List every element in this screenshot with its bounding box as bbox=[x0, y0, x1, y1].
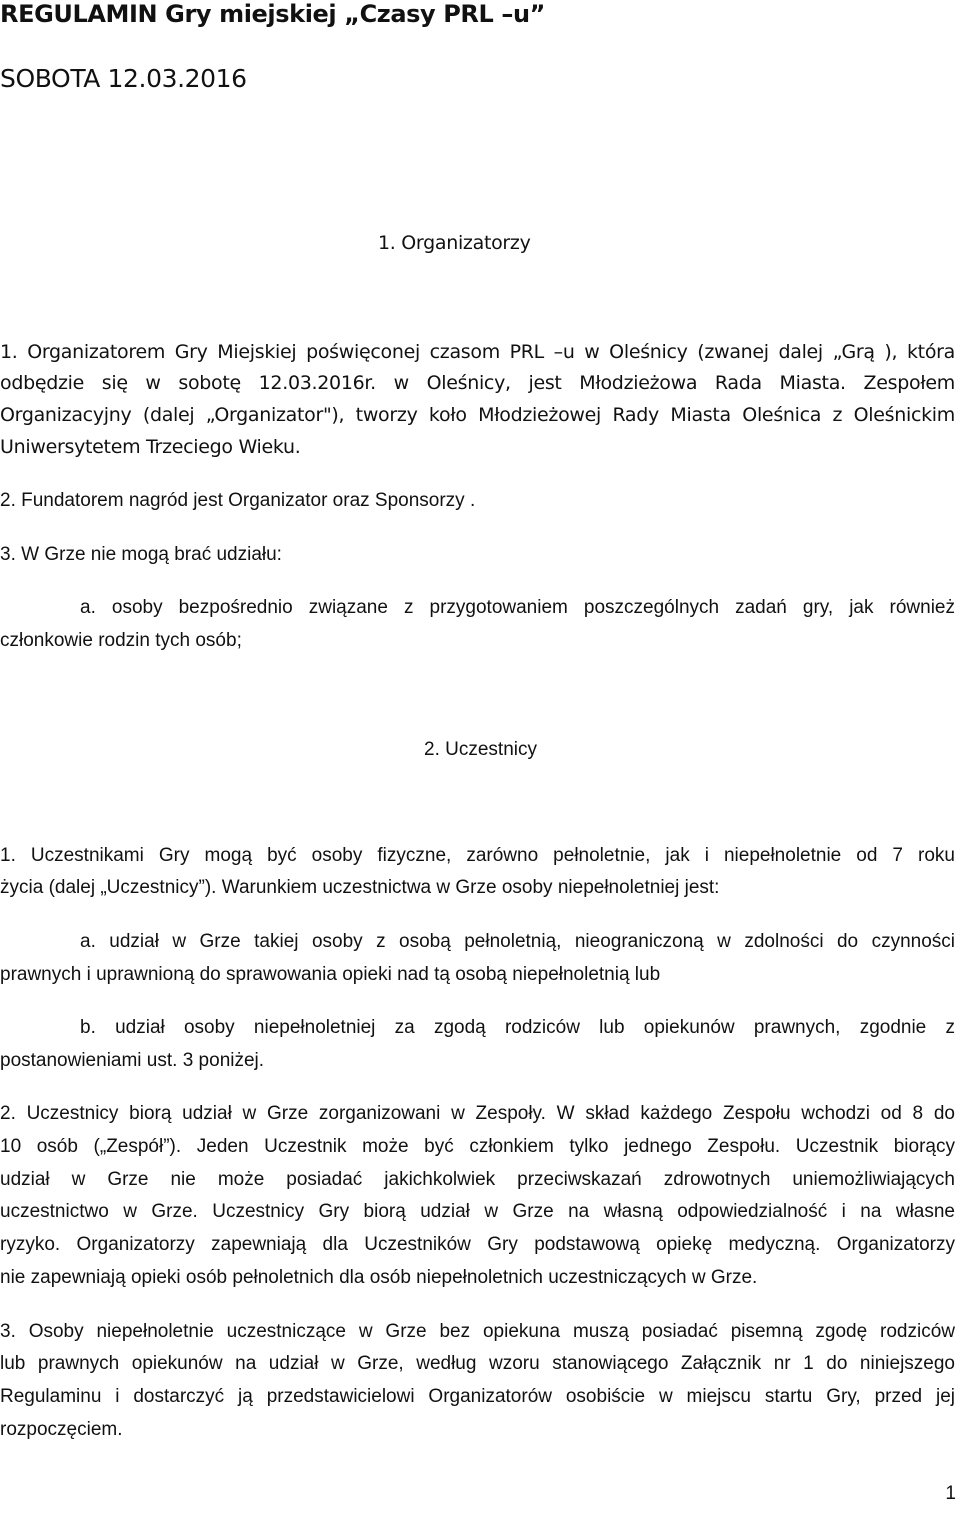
paragraph-line: nie zapewniają opieki osób pełnoletnich dla osób niepełnoletnich uczestniczących w Grze. bbox=[0, 1267, 758, 1288]
paragraph-line: ryzyko. Organizatorzy zapewniają dla Uczestników Gry podstawową opiekę medyczną. Organizatorzy bbox=[0, 1234, 955, 1255]
paragraph-line: rozpoczęciem. bbox=[0, 1419, 123, 1440]
paragraph-line: 3. W Grze nie mogą brać udziału: bbox=[0, 544, 282, 565]
paragraph-line: odbędzie się w sobotę 12.03.2016r. w Oleśnicy, jest Młodzieżowa Rada Miasta. Zespołem bbox=[0, 372, 955, 394]
paragraph-line: lub prawnych opiekunów na udział w Grze, według wzoru stanowiącego Załącznik nr 1 do niniejszego bbox=[0, 1353, 955, 1374]
paragraph-line: 1. Uczestnikami Gry mogą być osoby fizyczne, zarówno pełnoletnie, jak i niepełnoletnie od 7 roku bbox=[0, 845, 955, 866]
paragraph-line: 1. Organizatorem Gry Miejskiej poświęconej czasom PRL –u w Oleśnicy (zwanej dalej „Grą ), która bbox=[0, 341, 955, 363]
document-title: REGULAMIN Gry miejskiej „Czasy PRL –u” bbox=[0, 0, 546, 28]
list-item-line: prawnych i uprawnioną do sprawowania opieki nad tą osobą niepełnoletnią lub bbox=[0, 964, 661, 985]
list-item-line: członkowie rodzin tych osób; bbox=[0, 630, 242, 651]
paragraph-line: Regulaminu i dostarczyć ją przedstawicielowi Organizatorów osobiście w miejscu startu Gry, przed jej bbox=[0, 1386, 955, 1407]
list-item-line: a. udział w Grze takiej osoby z osobą pełnoletnią, nieograniczoną w zdolności do czynności bbox=[80, 931, 955, 952]
list-item-line: postanowieniami ust. 3 poniżej. bbox=[0, 1050, 265, 1071]
paragraph-line: 2. Uczestnicy biorą udział w Grze zorganizowani w Zespoły. W skład każdego Zespołu wchodzi od 8 do bbox=[0, 1103, 955, 1124]
paragraph-line: 10 osób („Zespół”). Jeden Uczestnik może być członkiem tylko jednego Zespołu. Uczestnik biorący bbox=[0, 1136, 955, 1157]
event-date: SOBOTA 12.03.2016 bbox=[0, 64, 247, 93]
list-item-line: b. udział osoby niepełnoletniej za zgodą rodziców lub opiekunów prawnych, zgodnie z bbox=[80, 1017, 955, 1038]
paragraph-line: Organizacyjny (dalej „Organizator"), tworzy koło Młodzieżowej Rady Miasta Oleśnica z Oleśnickim bbox=[0, 404, 955, 426]
section-heading-organizers: 1. Organizatorzy bbox=[378, 232, 531, 254]
paragraph-line: życia (dalej „Uczestnicy”). Warunkiem uczestnictwa w Grze osoby niepełnoletniej jest: bbox=[0, 877, 720, 898]
list-item-line: a. osoby bezpośrednio związane z przygotowaniem poszczególnych zadań gry, jak również bbox=[80, 597, 955, 618]
paragraph-line: 2. Fundatorem nagród jest Organizator oraz Sponsorzy . bbox=[0, 490, 476, 511]
paragraph-line: uczestnictwo w Grze. Uczestnicy Gry biorą udział w Grze na własną odpowiedzialność i na własne bbox=[0, 1201, 955, 1222]
page-number: 1 bbox=[945, 1483, 956, 1504]
paragraph-line: udział w Grze nie może posiadać jakichkolwiek przeciwskazań zdrowotnych uniemożliwiających bbox=[0, 1169, 955, 1190]
paragraph-line: 3. Osoby niepełnoletnie uczestniczące w Grze bez opiekuna muszą posiadać pisemną zgodę rodziców bbox=[0, 1321, 955, 1342]
section-heading-participants: 2. Uczestnicy bbox=[424, 739, 537, 760]
paragraph-line: Uniwersytetem Trzeciego Wieku. bbox=[0, 436, 301, 458]
